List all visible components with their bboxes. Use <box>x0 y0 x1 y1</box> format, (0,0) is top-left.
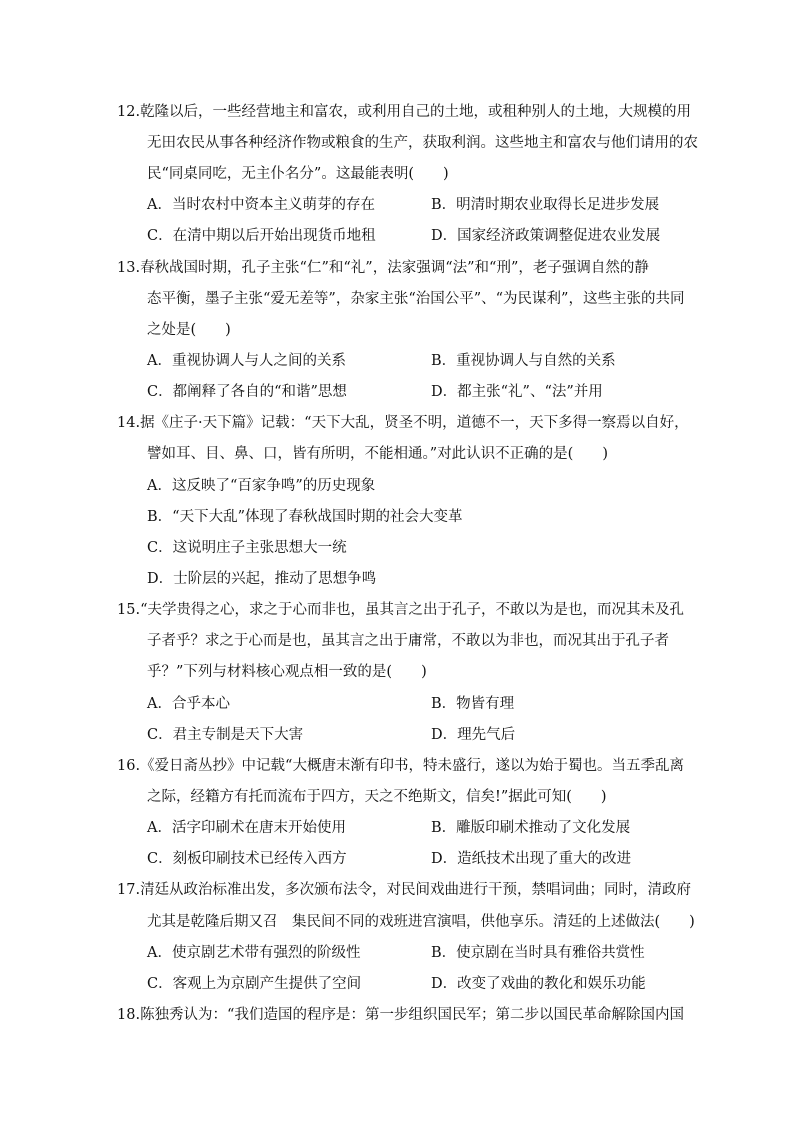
option-b: B．雕版印刷术推动了文化发展 <box>431 820 631 836</box>
question-text-line: 16.《爱日斋丛抄》中记载“大概唐末渐有印书，特未盛行，遂以为始于蜀也。当五季乱离 <box>117 758 684 774</box>
option-a: A．使京剧艺术带有强烈的阶级性 <box>147 945 361 961</box>
question-number: 13. <box>117 260 141 276</box>
option-d: D．改变了戏曲的教化和娱乐功能 <box>431 976 646 992</box>
option-a: A．活字印刷术在唐末开始使用 <box>147 820 346 836</box>
option-b: B．重视协调人与自然的关系 <box>431 353 616 369</box>
question-text-line: 12.乾隆以后，一些经营地主和富农，或利用自己的土地，或租种别人的土地，大规模的用 <box>117 104 692 120</box>
option-b: B．明清时期农业取得长足进步发展 <box>431 197 660 213</box>
option-b: B．使京剧在当时具有雅俗共赏性 <box>431 945 645 961</box>
question-number: 14. <box>117 415 141 431</box>
question-text-line: 之际，经籍方有托而流布于四方，天之不绝斯文，信矣!”据此可知( ) <box>147 789 607 805</box>
option-b: B．“天下大乱”体现了春秋战国时期的社会大变革 <box>147 509 463 525</box>
option-a: A．当时农村中资本主义萌芽的存在 <box>147 197 375 213</box>
option-c: C．君主专制是天下大害 <box>147 727 304 743</box>
question-number: 16. <box>117 758 141 774</box>
question-text-line: 民“同桌同吃，无主仆名分”。这最能表明( ) <box>147 166 449 182</box>
option-d: D．造纸技术出现了重大的改进 <box>431 851 632 867</box>
option-d: D．国家经济政策调整促进农业发展 <box>431 228 661 244</box>
option-d: D．理先气后 <box>431 727 516 743</box>
option-c: C．这说明庄子主张思想大一统 <box>147 540 347 556</box>
question-number: 12. <box>117 104 141 120</box>
question-text-line: 17.清廷从政治标准出发，多次颁布法令，对民间戏曲进行干预，禁唱词曲；同时，清政府 <box>117 882 692 898</box>
question-text-line: 乎？”下列与材料核心观点相一致的是( ) <box>147 664 427 680</box>
question-text-line: 之处是( ) <box>147 322 231 338</box>
question-number: 18. <box>117 1007 141 1023</box>
question-number: 17. <box>117 882 141 898</box>
option-d: D．士阶层的兴起，推动了思想争鸣 <box>147 571 377 587</box>
option-a: A．这反映了“百家争鸣”的历史现象 <box>147 478 376 494</box>
question-text-line: 譬如耳、目、鼻、口，皆有所明，不能相通。”对此认识不正确的是( ) <box>147 446 608 462</box>
question-number: 15. <box>117 602 141 618</box>
question-text-line: 无田农民从事各种经济作物或粮食的生产，获取利润。这些地主和富农与他们请用的农 <box>147 135 698 151</box>
option-c: C．在清中期以后开始出现货币地租 <box>147 228 376 244</box>
question-text-line: 子者乎？求之于心而是也，虽其言之出于庸常，不敢以为非也，而况其出于孔子者 <box>147 633 669 649</box>
option-d: D．都主张“礼”、“法”并用 <box>431 384 603 400</box>
question-text-line: 态平衡，墨子主张“爱无差等”，杂家主张“治国公平”、“为民谋利”，这些主张的共同 <box>147 291 685 307</box>
option-c: C．刻板印刷技术已经传入西方 <box>147 851 347 867</box>
option-b: B．物皆有理 <box>431 696 515 712</box>
option-a: A．重视协调人与人之间的关系 <box>147 353 346 369</box>
question-text-line: 18.陈独秀认为：“我们造国的程序是：第一步组织国民军；第二步以国民革命解除国内国 <box>117 1007 684 1023</box>
option-a: A．合乎本心 <box>147 696 230 712</box>
question-text-line: 15.“夫学贵得之心，求之于心而非也，虽其言之出于孔子，不敢以为是也，而况其未及孔 <box>117 602 684 618</box>
question-text-line: 13.春秋战国时期，孔子主张“仁”和“礼”，法家强调“法”和“刑”，老子强调自然的静 <box>117 260 649 276</box>
option-c: C．都阐释了各自的“和谐”思想 <box>147 384 347 400</box>
question-text-line: 14.据《庄子·天下篇》记载：“天下大乱，贤圣不明，道德不一，天下多得一察焉以自好， <box>117 415 689 431</box>
option-c: C．客观上为京剧产生提供了空间 <box>147 976 362 992</box>
question-text-line: 尤其是乾隆后期又召 集民间不同的戏班进宫演唱，供他享乐。清廷的上述做法( ) <box>147 914 695 930</box>
